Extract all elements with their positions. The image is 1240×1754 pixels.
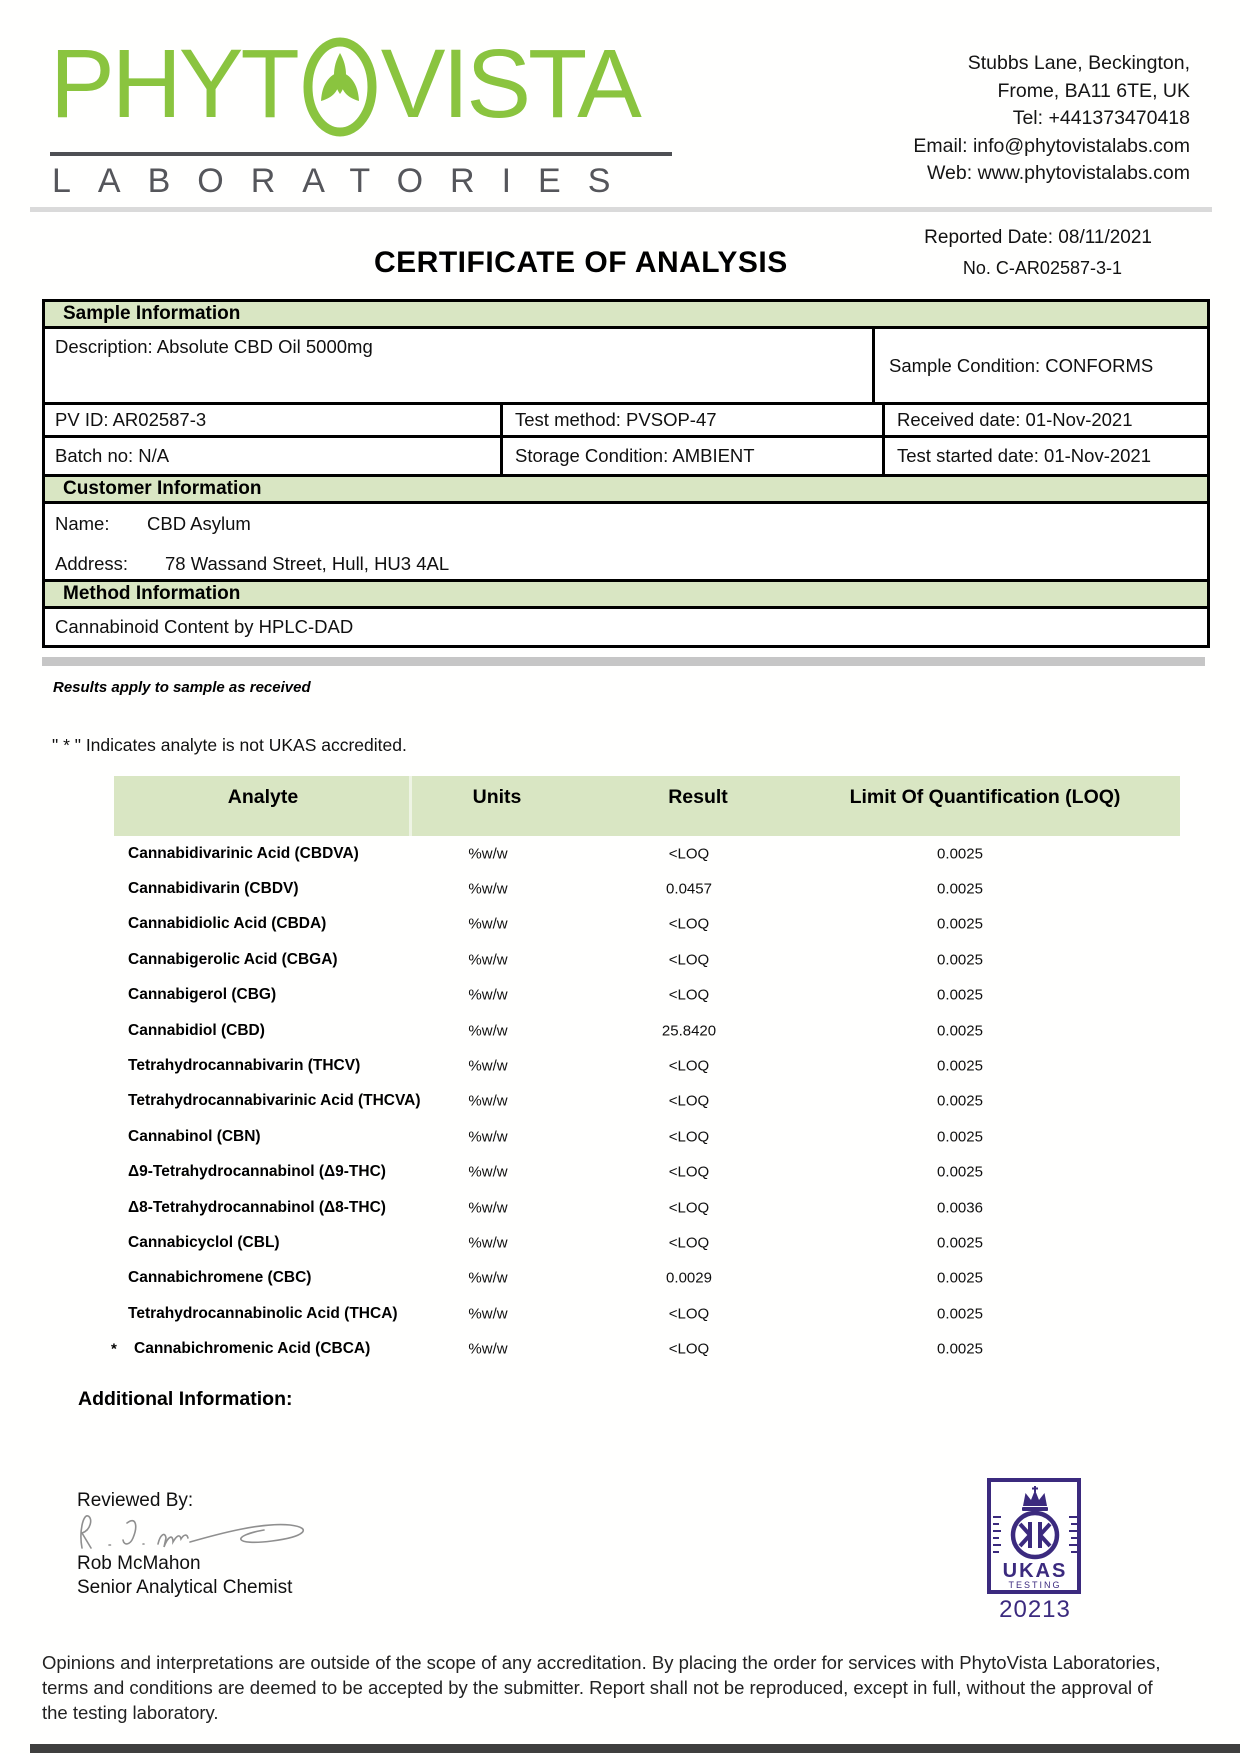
customer-address	[55, 553, 1207, 575]
results-table-row	[114, 1048, 1180, 1083]
accreditation-note: " * " Indicates analyte is not UKAS accredited.	[52, 735, 407, 755]
column-header-result: Result	[668, 786, 728, 808]
analyte-loq: 0.0025	[937, 1057, 983, 1075]
analyte-units: %w/w	[468, 1092, 508, 1110]
column-header-loq: Limit Of Quantification (LOQ)	[849, 786, 1121, 808]
lab-contact-block	[913, 50, 1190, 188]
results-table-body	[111, 836, 1180, 1367]
results-table	[111, 776, 1180, 1367]
analyte-name: Δ9-Tetrahydrocannabinol (Δ9-THC)	[128, 1163, 386, 1181]
received-date: Received date: 01-Nov-2021	[897, 409, 1133, 430]
analyte-loq: 0.0025	[937, 1340, 983, 1358]
results-table-row	[114, 907, 1180, 942]
analyte-result: <LOQ	[668, 1199, 710, 1217]
contact-address-line1: Stubbs Lane, Beckington,	[967, 52, 1190, 74]
results-table-row	[114, 978, 1180, 1013]
additional-information-label: Additional Information:	[78, 1388, 293, 1410]
analyte-result: <LOQ	[668, 951, 710, 969]
analyte-result: <LOQ	[668, 986, 710, 1004]
analyte-loq: 0.0025	[937, 1022, 983, 1040]
not-accredited-flag: *	[111, 1340, 117, 1358]
analyte-result: <LOQ	[668, 1163, 710, 1181]
method-name: Cannabinoid Content by HPLC-DAD	[55, 616, 354, 637]
analyte-name: Cannabidiol (CBD)	[128, 1021, 265, 1039]
column-header-units: Units	[472, 786, 522, 808]
results-table-row	[114, 1261, 1180, 1296]
analyte-units: %w/w	[468, 1163, 508, 1181]
contact-phone: Tel: +441373470418	[1012, 107, 1190, 130]
batch-no: Batch no: N/A	[45, 438, 503, 474]
sample-ids-row	[42, 405, 1210, 438]
analyte-name: Cannabigerolic Acid (CBGA)	[128, 950, 338, 968]
analyte-loq: 0.0025	[937, 845, 983, 863]
contact-address-line2: Frome, BA11 6TE, UK	[997, 79, 1190, 102]
contact-web: Web: www.phytovistalabs.com	[927, 162, 1190, 185]
ukas-name: UKAS	[1002, 1560, 1068, 1582]
reported-date: Reported Date: 08/11/2021	[924, 227, 1152, 248]
analyte-loq: 0.0025	[937, 1234, 983, 1252]
results-table-row	[114, 1225, 1180, 1260]
analyte-name: Cannabichromenic Acid (CBCA)	[134, 1340, 371, 1358]
results-table-row	[114, 836, 1180, 871]
results-table-row	[114, 1155, 1180, 1190]
analyte-name: Tetrahydrocannabivarin (THCV)	[128, 1057, 361, 1075]
ukas-number: 20213	[999, 1596, 1071, 1623]
analyte-loq: 0.0025	[937, 1092, 983, 1110]
method-details	[42, 609, 1210, 648]
logo-text-post: VISTA	[380, 29, 639, 138]
results-table-row	[114, 871, 1180, 906]
sample-description: Description: Absolute CBD Oil 5000mg	[45, 329, 875, 402]
analyte-loq: 0.0025	[937, 1305, 983, 1323]
analyte-name: Cannabidivarinic Acid (CBDVA)	[128, 844, 359, 862]
customer-name-value: CBD Asylum	[147, 513, 251, 534]
analyte-name: Cannabidiolic Acid (CBDA)	[128, 915, 327, 933]
test-started-date: Test started date: 01-Nov-2021	[897, 445, 1152, 466]
analyte-name: Cannabidivarin (CBDV)	[128, 880, 299, 898]
analyte-loq: 0.0025	[937, 1128, 983, 1146]
analyte-result: <LOQ	[668, 1092, 710, 1110]
method-information-header: Method Information	[42, 582, 1210, 609]
results-table-row	[114, 1119, 1180, 1154]
analyte-loq: 0.0025	[937, 1269, 983, 1287]
analyte-result: <LOQ	[668, 915, 710, 933]
analyte-result: 0.0457	[666, 880, 712, 898]
results-table-row	[114, 1084, 1180, 1119]
signature-image	[70, 1502, 330, 1557]
analyte-loq: 0.0025	[937, 951, 983, 969]
results-table-row	[114, 1190, 1180, 1225]
reviewed-by-label: Reviewed By:	[77, 1490, 194, 1511]
footer-disclaimer	[42, 1650, 1202, 1725]
sample-information-header: Sample Information	[42, 299, 1210, 329]
analyte-result: 25.8420	[661, 1022, 717, 1040]
page-bottom-edge	[30, 1744, 1240, 1753]
test-method: Test method: PVSOP-47	[503, 405, 885, 435]
analyte-units: %w/w	[468, 845, 508, 863]
sample-condition: Sample Condition: CONFORMS	[889, 354, 1154, 376]
analyte-name: Δ8-Tetrahydrocannabinol (Δ8-THC)	[128, 1198, 386, 1216]
analyte-name: Cannabigerol (CBG)	[128, 986, 277, 1004]
analyte-units: %w/w	[468, 1022, 508, 1040]
analyte-loq: 0.0036	[937, 1199, 983, 1217]
analyte-result: <LOQ	[668, 1305, 710, 1323]
analyte-units: %w/w	[468, 880, 508, 898]
storage-condition: Storage Condition: AMBIENT	[503, 438, 885, 474]
footer-line1: Opinions and interpretations are outside of the scope of any accreditation. By placing the order for services with PhytoVista Laboratories,	[42, 1652, 1161, 1673]
page-title: CERTIFICATE OF ANALYSIS	[374, 246, 788, 279]
analyte-name: Tetrahydrocannabivarinic Acid (THCVA)	[128, 1092, 421, 1110]
analyte-units: %w/w	[468, 986, 508, 1004]
analyte-name: Cannabinol (CBN)	[128, 1127, 261, 1145]
ukas-type: TESTING	[1008, 1580, 1062, 1590]
footer-line2: terms and conditions are deemed to be accepted by the submitter. Report shall not be reproduced, except in full, without the approval of	[42, 1677, 1153, 1698]
contact-email: Email: info@phytovistalabs.com	[913, 134, 1190, 157]
results-table-row	[114, 1296, 1180, 1331]
phytovista-logo	[50, 29, 674, 200]
analyte-result: <LOQ	[668, 1340, 710, 1358]
analyte-units: %w/w	[468, 1305, 508, 1323]
info-tables	[42, 299, 1210, 648]
logo-divider	[50, 152, 672, 156]
leaf-icon	[302, 36, 378, 138]
results-table-row	[114, 942, 1180, 977]
analyte-result: 0.0029	[666, 1269, 712, 1287]
analyte-loq: 0.0025	[937, 915, 983, 933]
analyte-units: %w/w	[468, 1234, 508, 1252]
analyte-name: Tetrahydrocannabinolic Acid (THCA)	[128, 1304, 398, 1322]
analyte-units: %w/w	[468, 1057, 508, 1075]
customer-details	[42, 504, 1210, 582]
analyte-loq: 0.0025	[937, 1163, 983, 1181]
reviewer-name: Rob McMahon	[77, 1553, 201, 1574]
analyte-result: <LOQ	[668, 1057, 710, 1075]
analyte-name: Cannabicyclol (CBL)	[128, 1233, 280, 1251]
logo-wordmark	[50, 29, 674, 138]
header-divider	[30, 207, 1212, 212]
section-divider	[42, 657, 1205, 666]
customer-address-label: Address:	[55, 553, 129, 574]
analyte-loq: 0.0025	[937, 986, 983, 1004]
sample-batch-row	[42, 438, 1210, 477]
analyte-result: <LOQ	[668, 845, 710, 863]
logo-subtitle: LABORATORIES	[52, 162, 638, 200]
report-number: No. C-AR02587-3-1	[962, 258, 1122, 278]
footer-line3: the testing laboratory.	[42, 1702, 219, 1723]
results-table-header	[114, 776, 1180, 836]
analyte-name: Cannabichromene (CBC)	[128, 1269, 312, 1287]
customer-name	[55, 513, 1207, 535]
customer-name-label: Name:	[55, 513, 110, 534]
analyte-units: %w/w	[468, 1340, 508, 1358]
analyte-units: %w/w	[468, 915, 508, 933]
analyte-loq: 0.0025	[937, 880, 983, 898]
column-header-analyte: Analyte	[227, 786, 299, 808]
results-table-row	[111, 1331, 1180, 1366]
analyte-units: %w/w	[468, 1128, 508, 1146]
logo-text-pre: PHYT	[50, 29, 297, 138]
analyte-result: <LOQ	[668, 1234, 710, 1252]
analyte-units: %w/w	[468, 1199, 508, 1217]
customer-address-value: 78 Wassand Street, Hull, HU3 4AL	[165, 553, 450, 574]
pv-id: PV ID: AR02587-3	[45, 405, 503, 435]
results-table-row	[114, 1013, 1180, 1048]
analyte-units: %w/w	[468, 1269, 508, 1287]
sample-description-row	[42, 329, 1210, 405]
analyte-result: <LOQ	[668, 1128, 710, 1146]
analyte-units: %w/w	[468, 951, 508, 969]
ukas-accreditation-mark	[985, 1477, 1085, 1627]
header-column-separator	[409, 776, 412, 836]
reviewer-role: Senior Analytical Chemist	[77, 1577, 293, 1598]
results-note: Results apply to sample as received	[53, 679, 311, 696]
customer-information-header: Customer Information	[42, 477, 1210, 504]
